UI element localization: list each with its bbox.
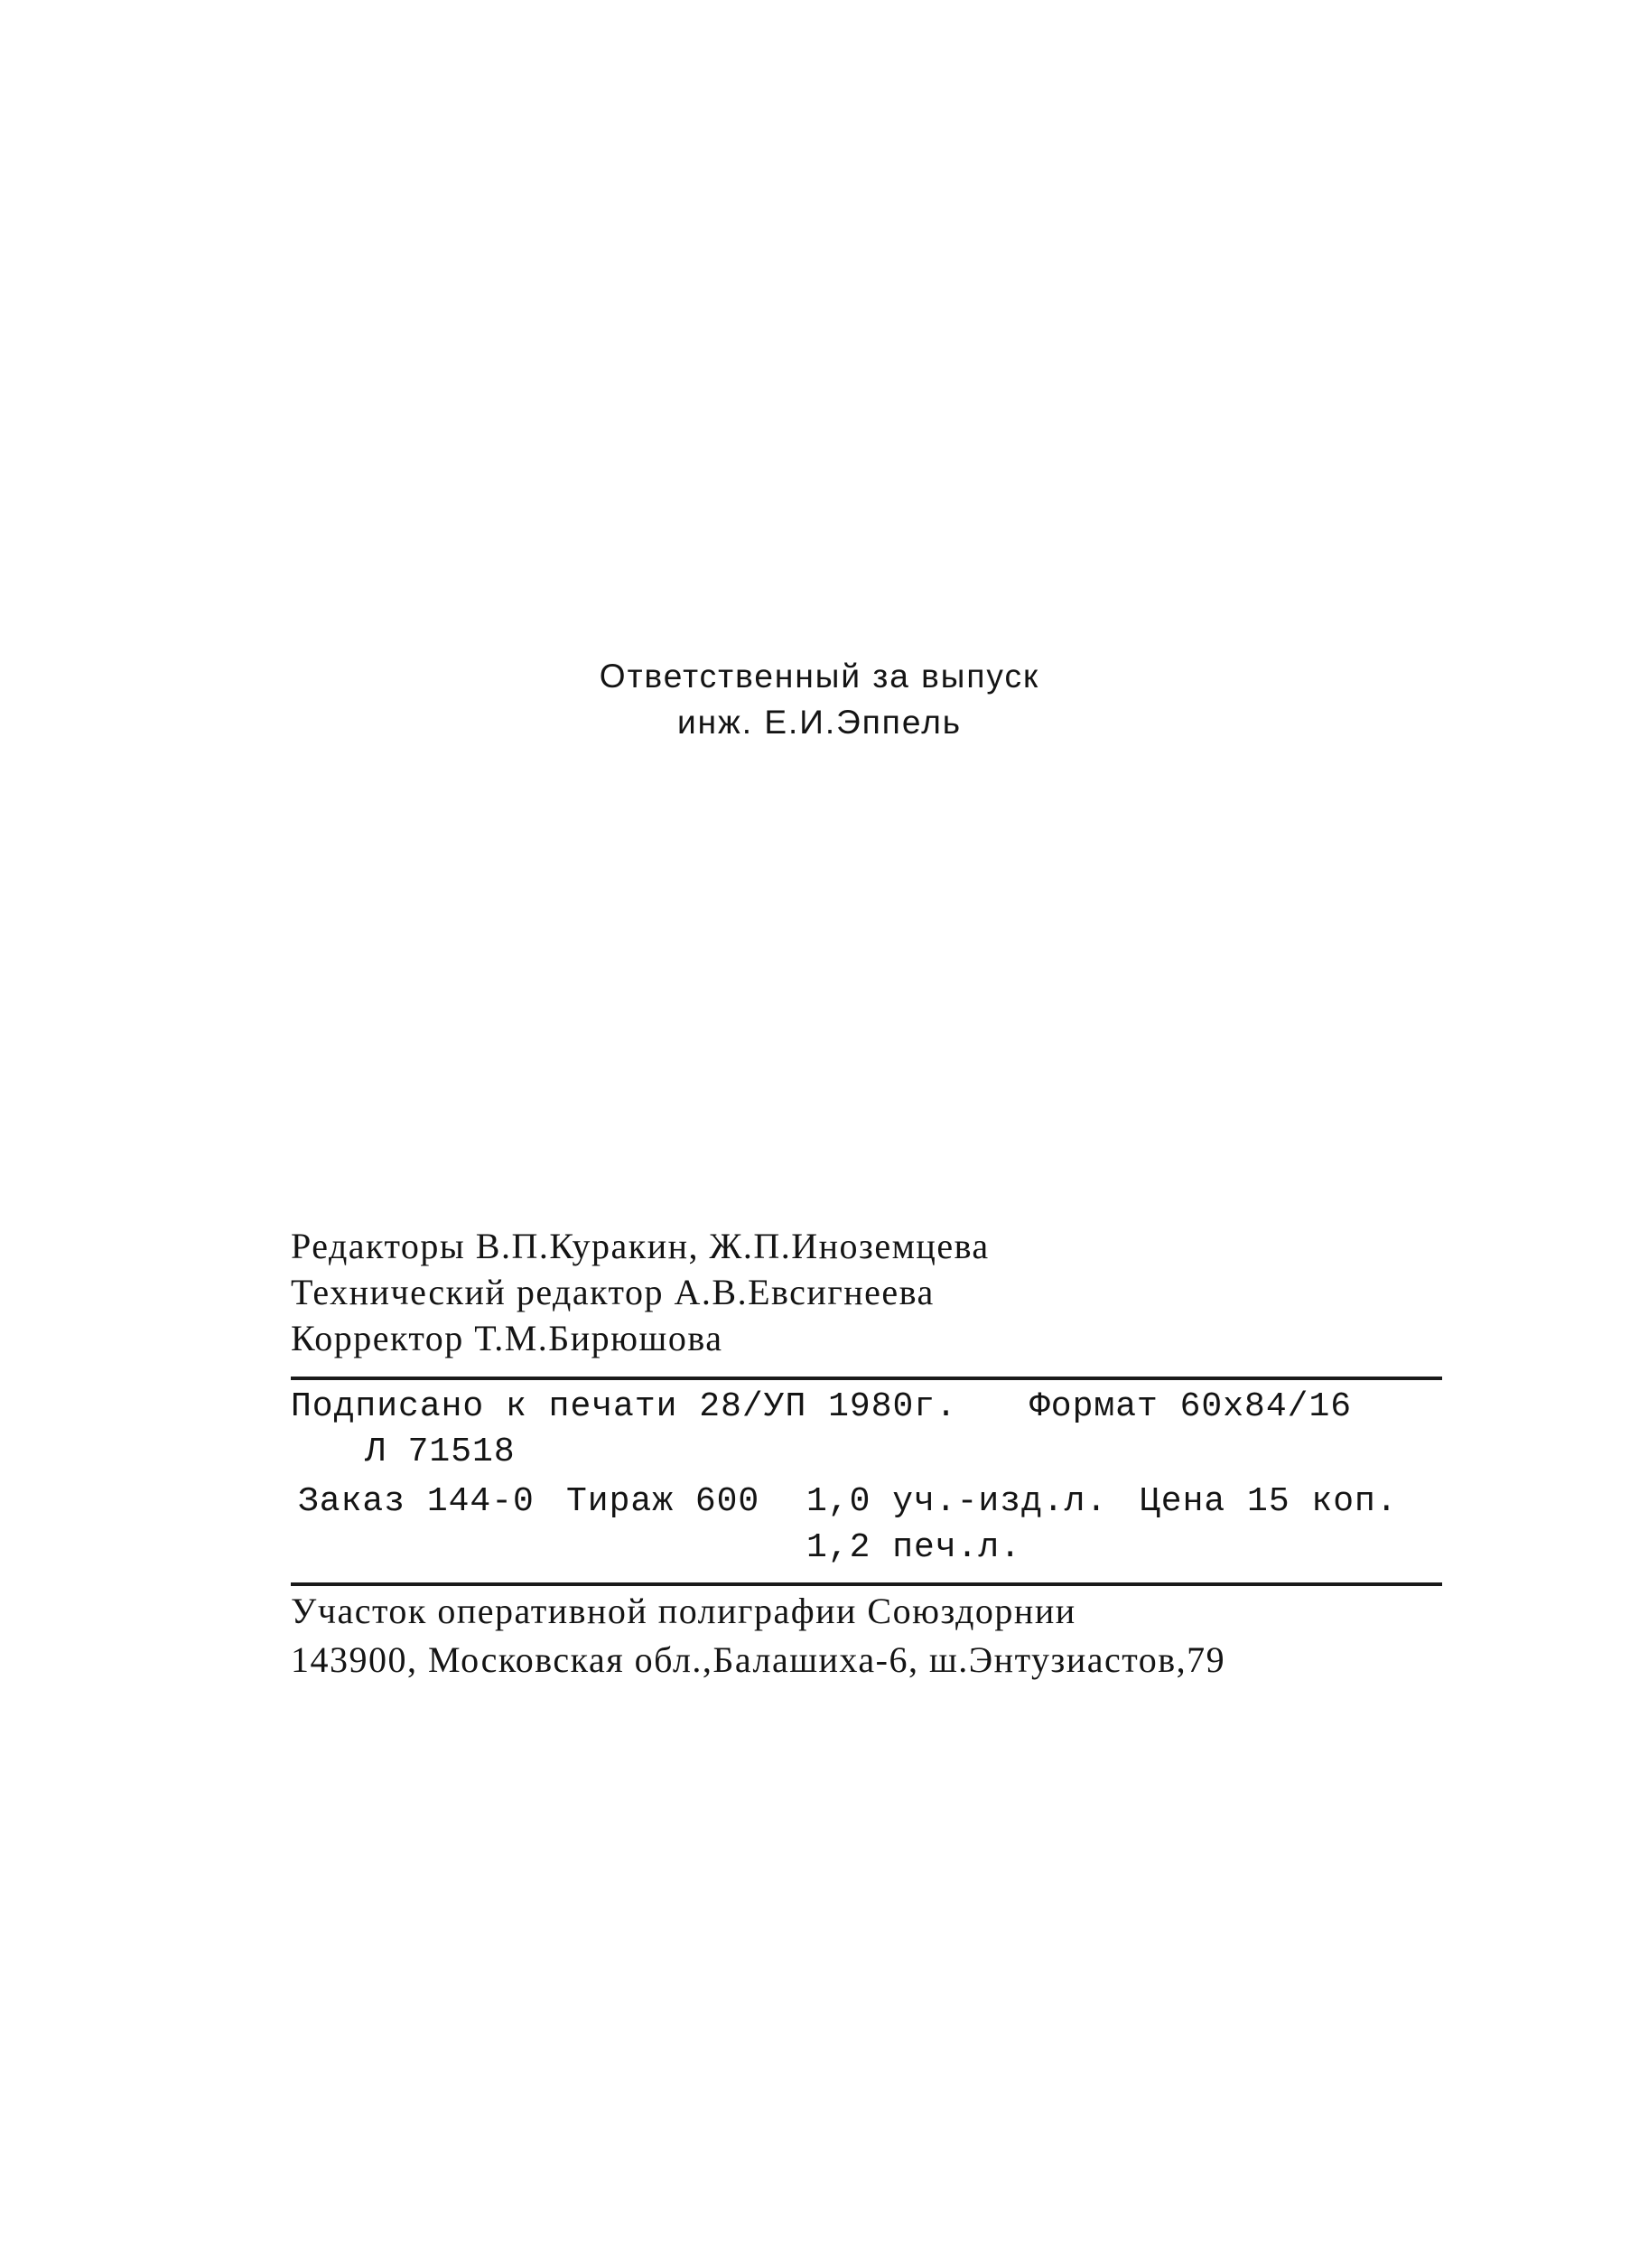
paper-format: Формат 60х84/16 (1029, 1387, 1353, 1426)
responsible-title: Ответственный за выпуск (599, 658, 1040, 695)
printer-address: 143900, Московская обл.,Балашиха-6, ш.Энтузиастов,79 (291, 1639, 1226, 1680)
print-sheets: 1,2 печ.л. (806, 1528, 1022, 1567)
price: Цена 15 коп. (1140, 1482, 1398, 1521)
print-run: Тираж 600 (566, 1482, 760, 1521)
divider-top (291, 1377, 1442, 1380)
publishing-sheets: 1,0 уч.-изд.л. (806, 1482, 1108, 1521)
editors-line: Редакторы В.П.Куракин, Ж.П.Иноземцева (291, 1226, 990, 1266)
responsible-name: инж. Е.И.Эппель (676, 704, 963, 741)
printer-name: Участок оперативной полиграфии Союздорнии (291, 1591, 1076, 1631)
license-number: Л 71518 (365, 1433, 516, 1471)
tech-editor-line: Технический редактор А.В.Евсигнеева (291, 1272, 935, 1312)
signed-to-print: Подписано к печати 28/УП 1980г. (291, 1387, 957, 1426)
proofreader-line: Корректор Т.М.Бирюшова (291, 1318, 723, 1358)
order-number: Заказ 144-0 (298, 1482, 535, 1521)
divider-bottom (291, 1582, 1442, 1586)
